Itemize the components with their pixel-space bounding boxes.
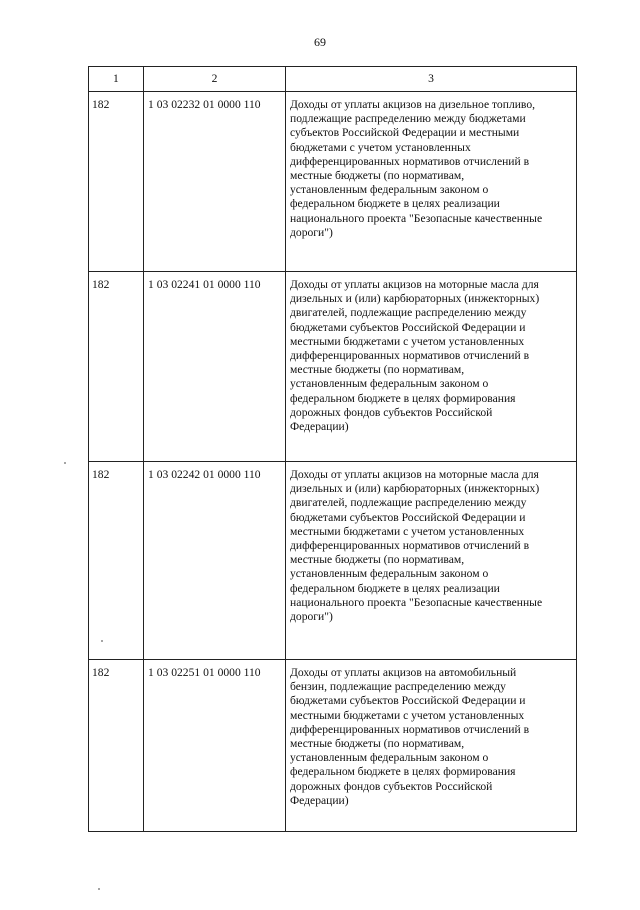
- header-col-3: 3: [286, 67, 577, 92]
- description-line: дороги"): [290, 610, 333, 624]
- page-number: 69: [314, 35, 326, 49]
- description-line: Доходы от уплаты акцизов на дизельное топливо,: [290, 98, 536, 111]
- description-line: подлежащие распределению между бюджетами: [290, 112, 526, 126]
- description-line: Доходы от уплаты акцизов на моторные масла для: [290, 468, 539, 481]
- description-line: Доходы от уплаты акцизов на моторные масла для: [290, 278, 539, 291]
- description-line: дизельных и (или) карбюраторных (инжекторных): [290, 292, 540, 306]
- table-row: [89, 92, 577, 272]
- budget-code-cell: 1 03 02232 01 0000 110: [144, 92, 286, 272]
- admin-code-cell: 182: [89, 660, 144, 832]
- description-line: дорожных фондов субъектов Российской: [290, 405, 493, 419]
- description-line: дифференцированных нормативов отчислений в: [290, 722, 530, 736]
- description-line: двигателей, подлежащие распределению между: [290, 496, 527, 510]
- table-row: [89, 272, 577, 462]
- admin-code-cell: 182: [89, 92, 144, 272]
- description-line: местные бюджеты (по нормативам,: [290, 363, 465, 377]
- table-header-row: [89, 67, 577, 92]
- description-line: установленным федеральным законом о: [290, 377, 489, 391]
- description-cell: [286, 462, 577, 660]
- description-line: национального проекта "Безопасные качественные: [290, 595, 543, 609]
- description-line: дизельных и (или) карбюраторных (инжекторных): [290, 482, 540, 496]
- description-line: национального проекта "Безопасные качественные: [290, 211, 543, 225]
- description-line: бензин, подлежащие распределению между: [290, 680, 506, 694]
- description-line: бюджетами субъектов Российской Федерации и: [290, 320, 526, 334]
- description-line: Федерации): [290, 793, 349, 807]
- budget-code-cell: 1 03 02251 01 0000 110: [144, 660, 286, 832]
- description-line: дифференцированных нормативов отчислений в: [290, 349, 530, 363]
- description-line: федеральном бюджете в целях формирования: [290, 765, 516, 779]
- description-line: Федерации): [290, 420, 349, 434]
- description-line: федеральном бюджете в целях формирования: [290, 391, 516, 405]
- description-line: местными бюджетами с учетом установленных: [290, 334, 525, 348]
- admin-code-cell: 182: [89, 272, 144, 462]
- description-cell: [286, 272, 577, 462]
- budget-code-cell: 1 03 02241 01 0000 110: [144, 272, 286, 462]
- description-cell: [286, 660, 577, 832]
- description-line: установленным федеральным законом о: [290, 567, 489, 581]
- table-row: [89, 462, 577, 660]
- description-line: дифференцированных нормативов отчислений в: [290, 539, 530, 553]
- description-line: дорожных фондов субъектов Российской: [290, 779, 493, 793]
- description-line: местными бюджетами с учетом установленных: [290, 524, 525, 538]
- description-line: местными бюджетами с учетом установленных: [290, 708, 525, 722]
- budget-code-cell: 1 03 02242 01 0000 110: [144, 462, 286, 660]
- description-line: бюджетами с учетом установленных: [290, 140, 471, 154]
- table-row: [89, 660, 577, 832]
- description-line: бюджетами субъектов Российской Федерации и: [290, 510, 526, 524]
- description-line: местные бюджеты (по нормативам,: [290, 169, 465, 183]
- description-line: дифференцированных нормативов отчислений в: [290, 154, 530, 168]
- description-line: федеральном бюджете в целях реализации: [290, 581, 500, 595]
- scan-speck: [64, 462, 66, 464]
- description-cell: [286, 92, 577, 272]
- description-line: местные бюджеты (по нормативам,: [290, 737, 465, 751]
- description-line: установленным федеральным законом о: [290, 183, 489, 197]
- description-line: субъектов Российской Федерации и местными: [290, 126, 520, 140]
- description-line: федеральном бюджете в целях реализации: [290, 197, 500, 211]
- header-col-2: 2: [144, 67, 286, 92]
- admin-code-cell: 182: [89, 462, 144, 660]
- revenue-codes-table: [88, 66, 577, 832]
- scan-speck: [98, 888, 100, 890]
- description-line: бюджетами субъектов Российской Федерации и: [290, 694, 526, 708]
- description-line: местные бюджеты (по нормативам,: [290, 553, 465, 567]
- description-line: установленным федеральным законом о: [290, 751, 489, 765]
- description-line: дороги"): [290, 225, 333, 239]
- header-col-1: 1: [89, 67, 144, 92]
- description-line: двигателей, подлежащие распределению между: [290, 306, 527, 320]
- description-line: Доходы от уплаты акцизов на автомобильный: [290, 666, 517, 679]
- scan-speck: [101, 640, 103, 642]
